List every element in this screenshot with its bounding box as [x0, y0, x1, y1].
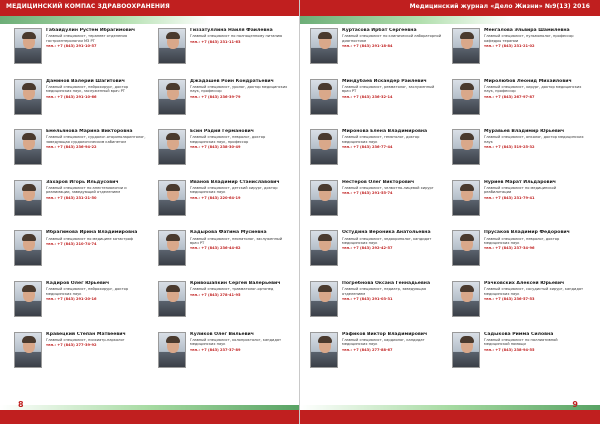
specialist-description: Главный специалист, гематолог, доктор медицинских наук: [342, 135, 420, 144]
portrait-photo: [158, 129, 186, 165]
specialist-info: [46, 28, 146, 75]
portrait-photo: [158, 281, 186, 317]
portrait-photo: [14, 28, 42, 64]
specialist-description: Главный специалист, сосудистый хирург, кандидат медицинских наук: [484, 287, 584, 296]
footer-bar: [0, 410, 300, 424]
specialist-phone: тел.: +7 (843) 210-74-74: [46, 241, 97, 246]
specialist-description: Главный специалист по паллиативной медицинской помощи: [484, 337, 558, 347]
specialist-name: Джадашев Роин Кондратьевич: [190, 78, 274, 84]
page-right: [300, 0, 600, 424]
portrait-photo: [452, 28, 480, 64]
specialist-info: [484, 129, 584, 176]
portrait-photo: [452, 281, 480, 317]
portrait-photo: [452, 230, 480, 266]
specialist-info: [46, 129, 146, 176]
specialist-phone: тел.: +7 (843) 291-03-31: [342, 296, 393, 301]
specialist-phone: тел.: +7 (843) 291-10-57: [46, 44, 97, 49]
specialist-name: Кривошапкин Сергей Валерьевич: [190, 280, 281, 286]
specialist-name: Погребнова Оксана Геннадьевна: [342, 280, 431, 286]
specialist-description: Главный специалист, психиатр-нарколог: [46, 337, 125, 342]
specialist-info: [190, 79, 290, 126]
specialist-phone: тел.: +7 (843) 231-79-41: [484, 195, 535, 200]
specialist-entry: [14, 230, 146, 277]
portrait-photo: [310, 180, 338, 216]
specialist-entry: [452, 28, 584, 75]
specialist-info: [190, 281, 290, 328]
portrait-photo: [158, 332, 186, 368]
specialist-info: [190, 180, 290, 227]
specialist-entry: [158, 281, 290, 328]
specialist-entry: [310, 28, 442, 75]
portrait-photo: [452, 180, 480, 216]
specialist-entry: [310, 129, 442, 176]
specialist-phone: тел.: +7 (843) 291-20-16: [46, 296, 97, 301]
specialist-info: [484, 281, 584, 328]
specialist-entry: [452, 230, 584, 277]
specialist-info: [342, 129, 442, 176]
specialist-info: [46, 180, 146, 227]
specialist-description: Главный специалист, терапевт отделения гастроэнтерологии МЗ РТ: [46, 34, 128, 43]
specialist-phone: тел.: +7 (843) 238-30-49: [190, 145, 241, 150]
specialist-entry: [452, 129, 584, 176]
specialist-phone: тел.: +7 (843) 236-94-22: [46, 145, 97, 150]
specialist-entry: [310, 281, 442, 328]
specialist-entry: [158, 28, 290, 75]
specialist-phone: тел.: +7 (843) 291-10-66: [46, 94, 97, 99]
portrait-photo: [310, 230, 338, 266]
specialist-entry: [310, 180, 442, 227]
specialist-name: Кадырова Фатима Мусиевна: [190, 230, 267, 236]
specialist-info: [46, 79, 146, 126]
specialist-description: Главный специалист, детский хирург, доктор медицинских наук: [190, 185, 278, 195]
specialist-name: Миролюбов Леонид Михайлович: [484, 78, 572, 84]
specialist-name: Иванов Владимир Станиславович: [190, 179, 280, 185]
specialist-info: [484, 79, 584, 126]
specialist-name: Рафиков Виктор Владимирович: [342, 331, 428, 337]
specialist-info: [190, 28, 290, 75]
specialist-entry: [158, 230, 290, 277]
specialist-info: [190, 230, 290, 277]
specialist-description: Главный специалист по полноценному питанию: [190, 34, 283, 39]
specialist-description: Главный специалист, невролог, доктор медицинских наук, профессор: [190, 135, 266, 144]
portrait-photo: [14, 79, 42, 115]
specialist-info: [46, 281, 146, 328]
specialist-entry: [310, 230, 442, 277]
specialist-name: Гиззатуллина Наиля Фаилевна: [190, 28, 273, 33]
specialist-entry: [310, 332, 442, 379]
portrait-photo: [158, 230, 186, 266]
specialist-name: Миронова Елена Владимировна: [342, 129, 428, 135]
specialist-entry: [14, 129, 146, 176]
portrait-photo: [14, 230, 42, 266]
specialist-entry: [14, 332, 146, 379]
portrait-photo: [158, 28, 186, 64]
specialist-name: Миндубаев Искандер Раилевич: [342, 78, 427, 84]
specialist-description: Главный специалист, челюстно-лицевой хирург: [342, 185, 434, 190]
portrait-photo: [310, 28, 338, 64]
specialist-name: Куликов Олег Вильевич: [190, 331, 254, 337]
specialist-entry: [14, 79, 146, 126]
specialist-info: [342, 180, 442, 227]
specialist-phone: тел.: +7 (843) 278-41-95: [190, 292, 241, 297]
specialist-entry: [452, 281, 584, 328]
specialist-name: Ибрагимова Ирина Владимировна: [46, 230, 138, 236]
specialist-description: Главный специалист, педиатр, заведующая отделением: [342, 287, 427, 296]
specialist-phone: тел.: +7 (843) 231-21-02: [484, 44, 535, 49]
specialist-description: Главный специалист, сурдолог-оториноларинголог, заведующая сурдологическим кабинетом: [46, 135, 146, 144]
specialist-info: [46, 332, 146, 379]
specialist-entry: [158, 332, 290, 379]
specialist-name: Захаров Игорь Ильдусович: [46, 179, 119, 185]
portrait-photo: [310, 281, 338, 317]
specialist-name: Прусаков Владимир Федорович: [484, 230, 570, 236]
specialist-description: Главный специалист, травматолог-ортопед: [190, 287, 274, 292]
specialist-info: [342, 28, 442, 75]
specialist-info: [190, 332, 290, 379]
specialist-info: [484, 230, 584, 277]
specialist-entry: [452, 79, 584, 126]
specialist-description: Главный специалист, уролог, доктор медицинских наук, профессор: [190, 84, 288, 94]
portrait-photo: [310, 129, 338, 165]
specialist-phone: тел.: +7 (843) 236-32-14: [342, 94, 393, 99]
specialist-description: Главный специалист, нейрохирург, доктор медицинских наук, заслуженный врач РТ: [46, 84, 129, 94]
specialist-phone: тел.: +7 (843) 237-34-96: [484, 246, 535, 251]
portrait-photo: [310, 79, 338, 115]
portrait-photo: [452, 79, 480, 115]
specialist-description: Главный специалист, кардиолог, кандидат медицинских наук: [342, 337, 425, 347]
portrait-photo: [14, 129, 42, 165]
page-number: 9: [572, 400, 578, 409]
specialist-entry: [158, 79, 290, 126]
specialist-phone: тел.: +7 (843) 236-44-62: [190, 246, 241, 251]
specialist-name: Нестеров Олег Викторович: [342, 179, 415, 185]
decorative-stripe: [0, 16, 300, 24]
specialist-name: Даминов Валерий Шагитович: [46, 78, 125, 84]
specialist-entry: [158, 129, 290, 176]
specialist-name: Рачковских Алексей Юрьевич: [484, 280, 565, 286]
specialist-phone: тел.: +7 (843) 237-37-89: [190, 347, 241, 352]
specialist-info: [484, 180, 584, 227]
specialist-description: Главный специалист по медицине катастроф: [46, 236, 134, 241]
footer-bar: [300, 410, 600, 424]
specialist-info: [342, 281, 442, 328]
portrait-photo: [158, 180, 186, 216]
specialist-entry: [310, 79, 442, 126]
specialist-entry: [14, 180, 146, 227]
specialist-entry: [452, 332, 584, 379]
specialist-description: Главный специалист, неонатолог, заслуженный врач РТ: [190, 236, 283, 245]
specialist-phone: тел.: +7 (843) 277-88-67: [342, 347, 393, 352]
decorative-stripe: [300, 16, 600, 24]
specialist-description: Главный специалист, невролог, доктор медицинских наук: [484, 236, 560, 245]
specialist-phone: тел.: +7 (843) 236-39-79: [190, 94, 241, 99]
portrait-photo: [14, 281, 42, 317]
specialist-info: [342, 332, 442, 379]
page-number: 8: [18, 400, 24, 409]
specialist-description: Главный специалист по клинической лабораторной диагностике: [342, 34, 442, 43]
specialist-entry: [14, 28, 146, 75]
portrait-photo: [310, 332, 338, 368]
specialist-phone: тел.: +7 (843) 277-39-92: [46, 343, 97, 348]
specialist-phone: тел.: +7 (843) 231-21-50: [46, 195, 97, 200]
specialist-name: Кадиров Олег Юрьевич: [46, 280, 110, 286]
specialist-entry: [14, 281, 146, 328]
column: [14, 28, 146, 382]
specialist-name: Есин Радий Германович: [190, 129, 254, 135]
specialist-name: Муравьев Владимир Юрьевич: [484, 129, 565, 135]
specialist-description: Главный специалист, эндокринолог, кандидат медицинских наук: [342, 236, 432, 245]
specialist-phone: тел.: +7 (843) 267-97-87: [484, 94, 535, 99]
specialist-phone: тел.: +7 (843) 292-42-57: [342, 246, 393, 251]
specialist-description: Главный специалист, онколог, доктор медицинских наук: [484, 135, 584, 144]
specialist-info: [484, 28, 584, 75]
specialist-info: [484, 332, 584, 379]
column: [310, 28, 442, 382]
specialist-name: Нуриев Марат Ильдарович: [484, 179, 556, 185]
header-title-right: Медицинский журнал «Дело Жизни» №9(13) 2016: [409, 3, 590, 10]
specialist-info: [190, 129, 290, 176]
portrait-photo: [452, 129, 480, 165]
specialist-name: Емельянова Марина Викторовна: [46, 129, 133, 135]
specialist-phone: тел.: +7 (843) 236-77-44: [342, 145, 393, 150]
specialist-entry: [452, 180, 584, 227]
specialist-name: Куртасова Ирбат Сергеевна: [342, 28, 417, 33]
specialist-phone: тел.: +7 (843) 231-11-63: [190, 39, 241, 44]
specialist-description: Главный специалист, пульмонолог, профессор кафедры терапии: [484, 34, 574, 43]
portrait-photo: [14, 180, 42, 216]
header-title-left: МЕДИЦИНСКИЙ КОМПАС ЗДРАВООХРАНЕНИЯ: [6, 3, 170, 10]
specialist-info: [46, 230, 146, 277]
specialist-entry: [158, 180, 290, 227]
portrait-photo: [158, 79, 186, 115]
specialist-description: Главный специалист, ревматолог, заслуженный врач РТ: [342, 84, 435, 94]
specialist-name: Кравецкий Степан Матвеевич: [46, 331, 126, 337]
specialist-phone: тел.: +7 (843) 519-25-32: [484, 145, 535, 150]
specialist-description: Главный специалист, хирург, доктор медицинских наук, профессор: [484, 84, 582, 94]
specialist-phone: тел.: +7 (843) 291-55-74: [342, 191, 393, 196]
specialist-description: Главный специалист по медицинской реабилитации: [484, 185, 557, 195]
specialist-name: Габайдулин Рустем Ибрагимович: [46, 28, 136, 33]
specialist-phone: тел.: +7 (843) 220-64-19: [190, 195, 241, 200]
specialist-description: Главный специалист, колопроктолог, кандидат медицинских наук: [190, 337, 282, 347]
specialist-description: Главный специалист по анестезиологии и реанимации, заведующий отделением: [46, 185, 127, 195]
specialist-info: [342, 79, 442, 126]
specialist-phone: тел.: +7 (843) 236-57-53: [484, 296, 535, 301]
specialist-info: [342, 230, 442, 277]
specialist-name: Садыкова Римма Силовна: [484, 331, 554, 337]
portrait-photo: [14, 332, 42, 368]
portrait-photo: [452, 332, 480, 368]
specialist-name: Менгалова Эльвира Шамилевна: [484, 28, 570, 33]
specialist-description: Главный специалист, нейрохирург, доктор медицинских наук: [46, 287, 129, 296]
specialist-name: Остудина Вероника Анатольевна: [342, 230, 431, 236]
column: [158, 28, 290, 382]
specialist-phone: тел.: +7 (843) 291-18-84: [342, 44, 393, 49]
column: [452, 28, 584, 382]
specialist-phone: тел.: +7 (843) 238-94-55: [484, 347, 535, 352]
